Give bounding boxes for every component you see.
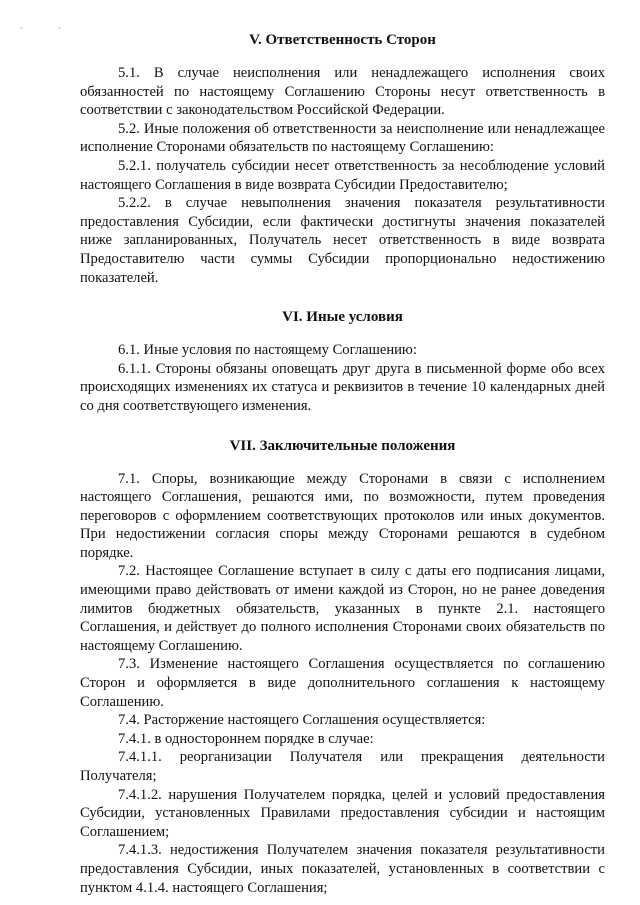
section-heading-6: VI. Иные условия xyxy=(282,309,403,326)
paragraph-7-1: 7.1. Споры, возникающие между Сторонами в связи с исполнением настоящего Соглашения, решаются ими, по возможности, путем проведения переговоров с оформлением соответствующих протоколов или иных документов. При недостижении согласия споры между Сторонами решаются в судебном порядке. xyxy=(80,470,605,561)
paragraph-5-2-2: 5.2.2. в случае невыполнения значения показателя результативности предоставления Субсидии, если фактически достигнуты значения показателей ниже запланированных, Получатель несет ответственность в виде возврата Предоставителю части суммы Субсидии пропорционально недостижению показателей. xyxy=(80,195,605,286)
paragraph-7-2: 7.2. Настоящее Соглашение вступает в силу с даты его подписания лицами, имеющими право действовать от имени каждой из Сторон, но не ранее доведения лимитов бюджетных обязательств, указанных в пункте 2.1. настоящего Соглашения, и действует до полного исполнения Сторонами своих обязательств по настоящему Соглашению. xyxy=(80,563,605,654)
scan-mark-right: · xyxy=(58,24,61,33)
document-page xyxy=(80,30,605,897)
paragraph-7-4-1: 7.4.1. в одностороннем порядке в случае: xyxy=(118,730,374,747)
section-heading-5: V. Ответственность Сторон xyxy=(249,32,436,48)
paragraph-7-4-1-1: 7.4.1.1. реорганизации Получателя или прекращения деятельности Получателя; xyxy=(80,749,605,784)
paragraph-5-2: 5.2. Иные положения об ответственности за неисполнение или ненадлежащее исполнение Сторонами обязательств по настоящему Соглашению: xyxy=(80,120,605,156)
paragraph-5-2-1: 5.2.1. получатель субсидии несет ответственность за несоблюдение условий настоящего Соглашения в виде возврата Субсидии Предоставителю; xyxy=(80,157,605,193)
paragraph-5-1: 5.1. В случае неисполнения или ненадлежащего исполнения своих обязанностей по настоящему Соглашению Стороны несут ответственность в соответствии с законодательством Российской Федерации. xyxy=(80,65,605,119)
paragraph-7-4-1-2: 7.4.1.2. нарушения Получателем порядка, целей и условий предоставления Субсидии, установленных Правилами предоставления субсидии и настоящим Соглашением; xyxy=(80,786,605,840)
scan-mark-left: · xyxy=(20,24,23,33)
paragraph-6-1: 6.1. Иные условия по настоящему Соглашению: xyxy=(118,342,417,359)
paragraph-7-3: 7.3. Изменение настоящего Соглашения осуществляется по соглашению Сторон и оформляется в виде дополнительного соглашения к настоящему Соглашению. xyxy=(80,656,605,710)
paragraph-6-1-1: 6.1.1. Стороны обязаны оповещать друг друга в письменной форме обо всех происходящих изменениях их статуса и реквизитов в течение 10 календарных дней со дня соответствующего изменения. xyxy=(80,360,605,414)
section-heading-7: VII. Заключительные положения xyxy=(229,437,456,454)
paragraph-7-4-1-3: 7.4.1.3. недостижения Получателем значения показателя результативности предоставления Субсидии, иных показателей, установленных в соответствии с пунктом 4.1.4. настоящего Соглашения; xyxy=(80,842,605,896)
paragraph-7-4: 7.4. Расторжение настоящего Соглашения осуществляется: xyxy=(118,712,486,729)
